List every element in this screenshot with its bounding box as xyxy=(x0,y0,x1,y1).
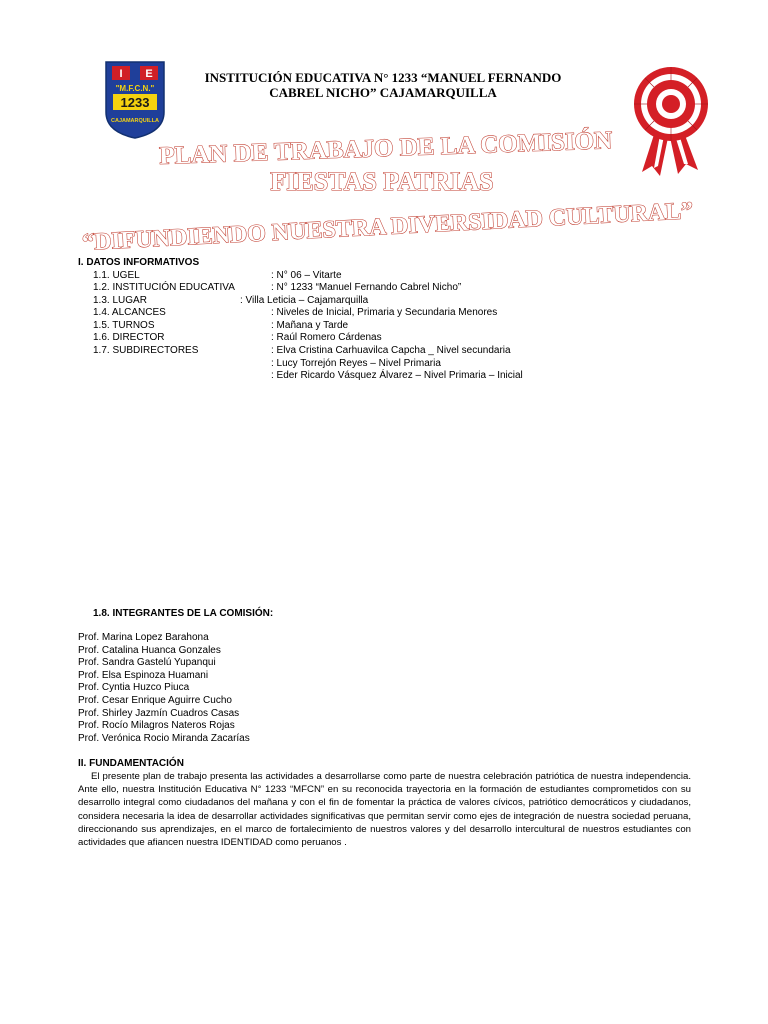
fundamentacion-paragraph: El presente plan de trabajo presenta las actividades a desarrollarse como parte de nuestra celebración patriótica de nuestra independencia. Ante ello, nuestra Institución Educativa N° 1233 “MFCN” en su reconocida trayectoria en la formación de estudiantes comprometidos con su desarrollo integral como ciudadanos del mañana y con el fin de fomentar la práctica de valores cívicos, patriótico democráticos y ciudadanos, considera necesaria la idea de desarrollar actividades significativas que permitan servir como ejes de integración de nuestra sociedad peruana, direccionando sus aprendizajes, en el marco de fortalecimiento de nuestros valores y del desarrollo intercultural de nuestros estudiantes con actividades que afiancen nuestra IDENTIDAD como peruanos . xyxy=(78,771,691,849)
logo-number: 1233 xyxy=(120,95,150,110)
row-value-lugar: : Villa Leticia – Cajamarquilla xyxy=(240,295,369,306)
logo-letter-e: E xyxy=(145,68,153,80)
row-label-ugel: 1.1. UGEL xyxy=(93,270,140,281)
row-value-subdirector-3: : Eder Ricardo Vásquez Álvarez – Nivel Primaria – Inicial xyxy=(271,370,523,381)
row-value-subdirector-2: : Lucy Torrejón Reyes – Nivel Primaria xyxy=(271,358,441,369)
commission-member: Prof. Cyntia Huzco Piuca xyxy=(78,682,190,693)
commission-member: Prof. Sandra Gastelú Yupanqui xyxy=(78,657,216,668)
title-line-2: FIESTAS PATRIAS xyxy=(270,167,494,196)
row-value-turnos: : Mañana y Tarde xyxy=(271,320,349,331)
logo-abbr: "M.F.C.N." xyxy=(115,84,155,93)
commission-member: Prof. Rocío Milagros Nateros Rojas xyxy=(78,720,235,731)
commission-heading: 1.8. INTEGRANTES DE LA COMISIÓN: xyxy=(93,608,274,619)
logo-place: CAJAMARQUILLA xyxy=(111,118,159,124)
commission-member: Prof. Shirley Jazmín Cuadros Casas xyxy=(78,708,240,719)
row-value-ugel: : N° 06 – Vitarte xyxy=(271,270,342,281)
row-label-director: 1.6. DIRECTOR xyxy=(93,332,165,343)
commission-member: Prof. Verónica Rocio Miranda Zacarías xyxy=(78,733,250,744)
row-label-subdirectores: 1.7. SUBDIRECTORES xyxy=(93,345,199,356)
row-label-lugar: 1.3. LUGAR xyxy=(93,295,147,306)
row-value-subdirector-1: : Elva Cristina Carhuavilca Capcha _ Nivel secundaria xyxy=(271,345,511,356)
row-label-institucion: 1.2. INSTITUCIÓN EDUCATIVA xyxy=(93,282,235,293)
commission-member: Prof. Cesar Enrique Aguirre Cucho xyxy=(78,695,232,706)
row-label-turnos: 1.5. TURNOS xyxy=(93,320,155,331)
school-name-line1: INSTITUCIÓN EDUCATIVA N° 1233 “MANUEL FERNANDO xyxy=(204,70,562,85)
row-value-director: : Raúl Romero Cárdenas xyxy=(271,332,382,343)
commission-member: Prof. Catalina Huanca Gonzales xyxy=(78,645,221,656)
section-1-heading: I. DATOS INFORMATIVOS xyxy=(78,257,200,268)
section-2-heading: II. FUNDAMENTACIÓN xyxy=(78,758,184,769)
row-value-alcances: : Niveles de Inicial, Primaria y Secundaria Menores xyxy=(271,307,498,318)
row-label-alcances: 1.4. ALCANCES xyxy=(93,307,166,318)
logo-letter-i: I xyxy=(119,68,123,80)
title-line-1: PLAN DE TRABAJO DE LA COMISIÓN xyxy=(158,127,613,170)
commission-member: Prof. Elsa Espinoza Huamani xyxy=(78,670,209,681)
commission-member: Prof. Marina Lopez Barahona xyxy=(78,632,209,643)
title-line-3: “DIFUNDIENDO NUESTRA DIVERSIDAD CULTURAL” xyxy=(81,198,694,257)
row-value-institucion: : N° 1233 “Manuel Fernando Cabrel Nicho” xyxy=(271,282,462,293)
school-name-line2: CABREL NICHO” CAJAMARQUILLA xyxy=(269,85,497,100)
